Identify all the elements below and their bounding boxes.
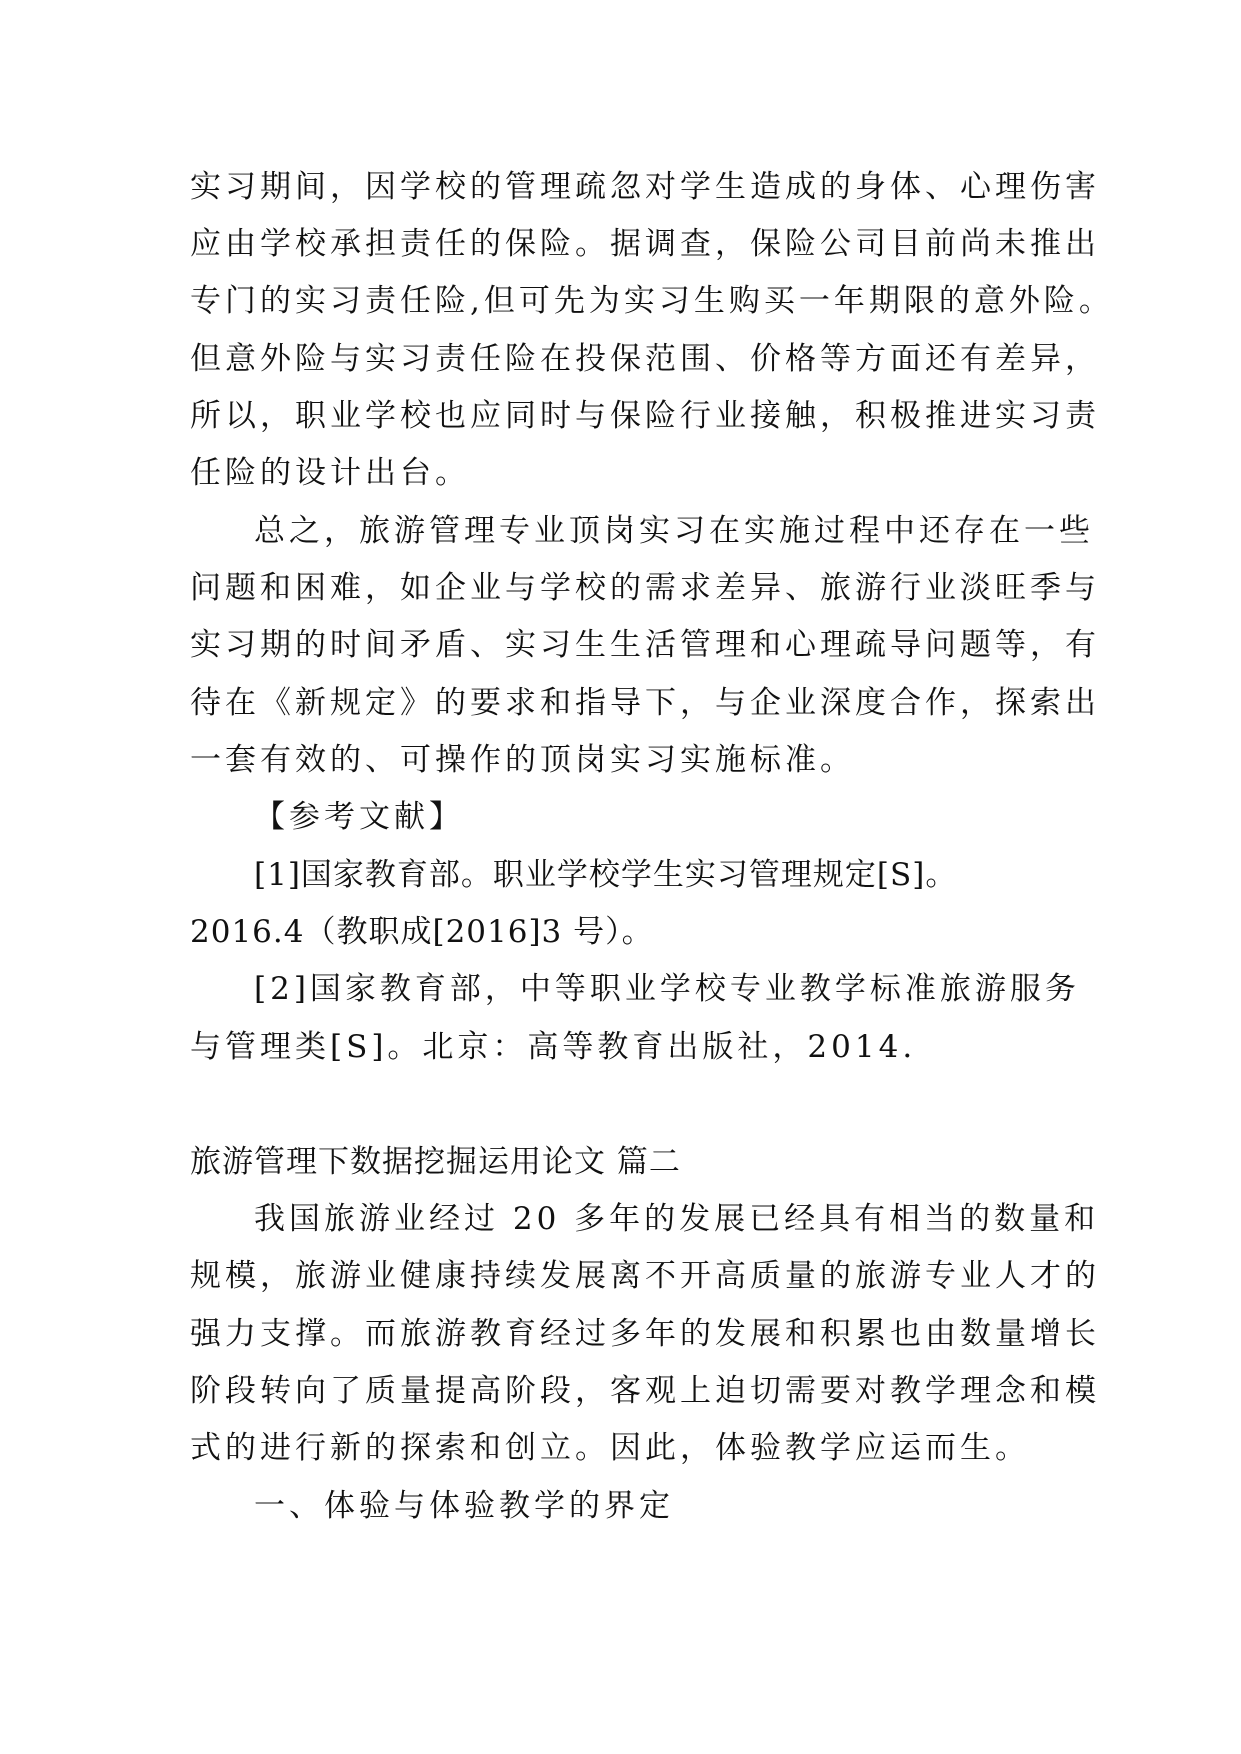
body-text-line: 阶段转向了质量提高阶段，客观上迫切需要对教学理念和模 <box>190 1373 1100 1409</box>
references-heading: 【参考文献】 <box>254 799 464 835</box>
body-text-line: 规模，旅游业健康持续发展离不开高质量的旅游专业人才的 <box>190 1258 1100 1294</box>
reference-line: 2016.4（教职成[2016]3 号）。 <box>190 914 654 950</box>
body-text-line: 所以，职业学校也应同时与保险行业接触，积极推进实习责 <box>190 398 1100 434</box>
reference-line: 与管理类[S]。北京：高等教育出版社，2014. <box>190 1029 917 1065</box>
subheading: 一、体验与体验教学的界定 <box>254 1488 674 1524</box>
section-title: 旅游管理下数据挖掘运用论文 篇二 <box>190 1144 681 1180</box>
body-text-line: 式的进行新的探索和创立。因此，体验教学应运而生。 <box>190 1430 1030 1466</box>
body-text-line: 应由学校承担责任的保险。据调查，保险公司目前尚未推出 <box>190 226 1100 262</box>
body-text-line: 但意外险与实习责任险在投保范围、价格等方面还有差异， <box>190 341 1100 377</box>
body-text-line: 待在《新规定》的要求和指导下，与企业深度合作，探索出 <box>190 685 1100 721</box>
body-text-line: 专门的实习责任险,但可先为实习生购买一年期限的意外险。 <box>190 283 1114 319</box>
body-text-line: 一套有效的、可操作的顶岗实习实施标准。 <box>190 742 855 778</box>
body-text-line: 问题和困难，如企业与学校的需求差异、旅游行业淡旺季与 <box>190 570 1100 606</box>
body-text-line: 强力支撑。而旅游教育经过多年的发展和积累也由数量增长 <box>190 1316 1100 1352</box>
body-text-line: 实习期的时间矛盾、实习生生活管理和心理疏导问题等，有 <box>190 627 1100 663</box>
body-text-line: 实习期间，因学校的管理疏忽对学生造成的身体、心理伤害 <box>190 169 1100 205</box>
reference-line: [1]国家教育部。职业学校学生实习管理规定[S]。 <box>254 857 958 893</box>
reference-line: [2]国家教育部，中等职业学校专业教学标准旅游服务 <box>254 971 1080 1007</box>
body-text-line: 任险的设计出台。 <box>190 455 470 491</box>
body-text-line: 我国旅游业经过 20 多年的发展已经具有相当的数量和 <box>254 1201 1100 1237</box>
body-text-line: 总之，旅游管理专业顶岗实习在实施过程中还存在一些 <box>254 513 1094 549</box>
